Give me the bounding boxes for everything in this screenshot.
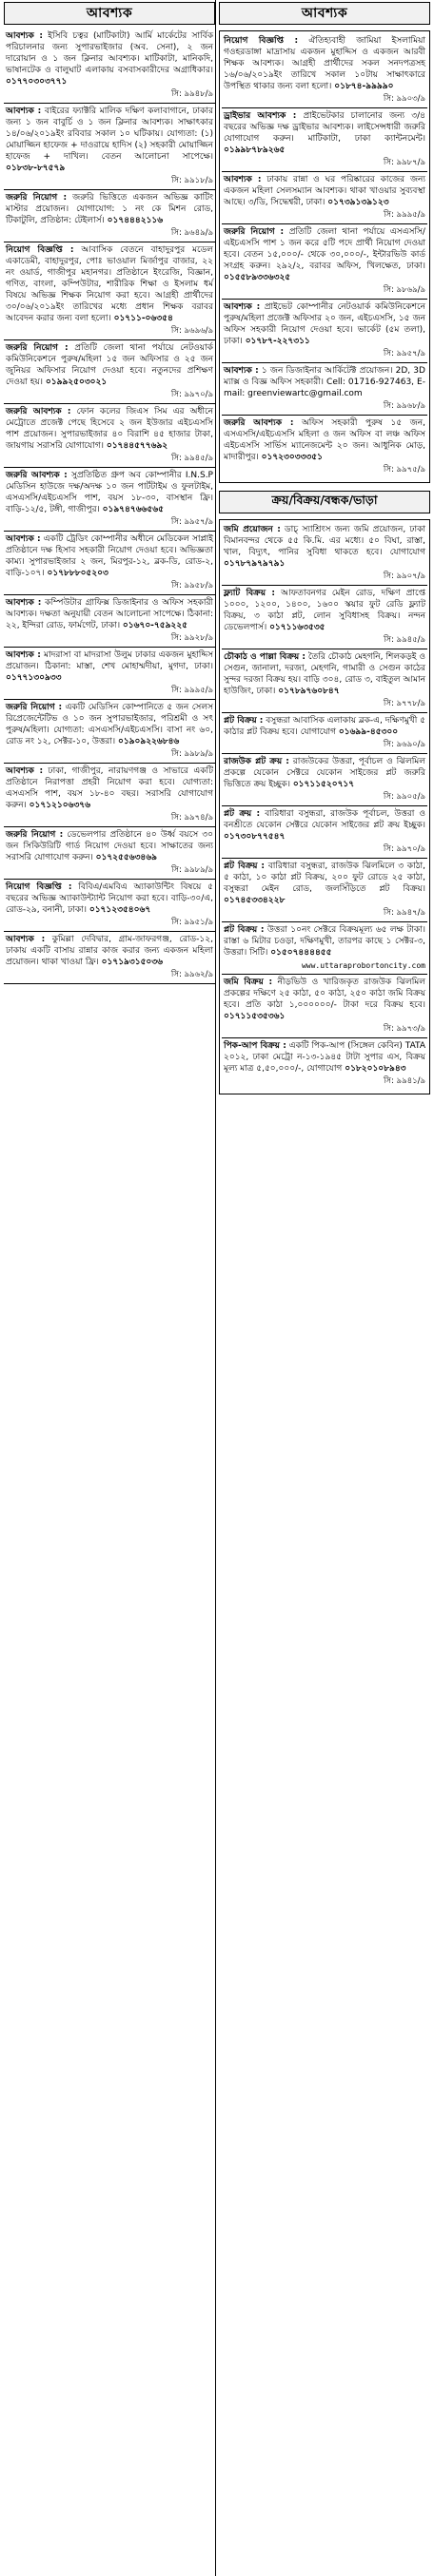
ad-reference: সি: ৯৯৭৩/৯ xyxy=(383,1024,425,1034)
classified-ad xyxy=(222,859,427,922)
ad-list-sub xyxy=(222,522,427,1090)
ad-phone: ০১৭১২১০৬৩৭৬ xyxy=(29,801,91,810)
ad-reference: সি: ৯৯৪৫/৯ xyxy=(170,454,213,463)
ad-reference: সি: ৯৯০৭/৯ xyxy=(383,571,425,581)
ad-title: জরুরি নিয়োগ : xyxy=(6,830,64,840)
ad-title: আবশ্যক : xyxy=(6,534,41,544)
ad-phone: ০১৫০৭৪৪৪৪৫৫ xyxy=(270,948,332,958)
ad-title: নিয়োগ বিজ্ঞপ্তি : xyxy=(224,36,299,46)
classified-ad xyxy=(4,104,215,190)
classified-ad xyxy=(222,713,427,754)
ad-text xyxy=(6,192,213,226)
ad-text xyxy=(224,110,425,156)
ad-text xyxy=(6,702,213,747)
ad-text xyxy=(6,30,213,87)
classified-ad xyxy=(222,172,427,224)
classified-ad xyxy=(222,649,427,713)
ad-phone: ০১৬৯৯-৪৫৩০০ xyxy=(338,727,399,737)
classified-ad xyxy=(222,922,427,975)
ad-title: প্লট ক্রয় : xyxy=(224,809,261,819)
ad-body: অফিস সহকারী পুরুষ ১৫ জন, এসএসসি/এইচএসসি মহিলা ও জন অফিস বা লঞ্চ অফিস এইচএসসি সার্ভিস ম্যানেজমেন্ট ২০ জন। আধুনিক মোড়, মাদারীপুর। xyxy=(224,418,425,462)
ad-body: বিবিএ/এমবিএ অ্যাকাউন্টিং বিষয়ে ৫ বছরের অভিজ্ঞ অ্যাকাউন্ট্যান্ট নিয়োগ করা হবে। বাড়ি-৩০/এ, রোড-২৯, বনানী, ঢাকা। xyxy=(6,882,213,915)
ad-text xyxy=(224,1040,425,1075)
ad-reference: সি: ৯৯৫৭/৯ xyxy=(383,349,425,358)
sub-section-title: ক্রয়/বিক্রয়/বন্ধক/ভাড়া xyxy=(271,493,378,507)
classified-ad xyxy=(222,33,427,108)
ad-phone: ০১৭১১৫২০৭১৭ xyxy=(292,780,355,789)
ad-reference: সি: ৯৬৯৬/৯ xyxy=(170,326,213,336)
ad-body: ঢাকা, গাজীপুর, নারায়ণগঞ্জ ও সাভারে একটি প্রতিষ্ঠানে নিরাপত্তা প্রহরী নিয়োগ করা হবে। যোগ্যতা: এসএসসি পাশ, বয়স ১৮-৪০ বছর। সরাসরি যোগাযোগ করুন। xyxy=(6,766,213,810)
ad-text xyxy=(224,756,425,790)
ad-box-right xyxy=(219,30,430,483)
ad-reference: সি: ৯৯৮৭/৯ xyxy=(383,158,425,167)
classified-ad xyxy=(4,880,215,932)
ad-text xyxy=(6,106,213,174)
ad-title: প্লট বিক্রয় : xyxy=(224,716,264,726)
ad-reference: সি: ৯৯৮৯/৯ xyxy=(170,749,213,759)
ad-text xyxy=(224,808,425,843)
ad-title: জরুরি নিয়োগ : xyxy=(224,227,285,237)
ad-title: প্লট বিক্রয় : xyxy=(224,925,265,935)
ad-title: আবশ্যক : xyxy=(224,366,259,376)
ad-body: বাইরের ফ্যাক্টরি মালিক দক্ষিণ কলাবাগানে, ঢাকার জন্য ১ জন বাবুর্চি ও ১ জন ক্লিনার আবশ্যক। সাক্ষাৎকার ১৪/০৬/২০১৯ইং রবিবার সকাল ১০ ঘটিকায়। যোগ্যতা: (১) মোয়াজ্জিন হাফেজ + দাওরায়ে হাদিস (২) সহকারী মোয়াজ্জিন হাফেজ + দাখিল। বেতন আলোচনা সাপেক্ষে। xyxy=(6,107,213,162)
ad-phone: ০১৮২০১০৮৯৪৩ xyxy=(345,1064,406,1074)
ad-text xyxy=(6,244,213,324)
classified-ad xyxy=(4,242,215,340)
ad-reference: সি: ৯৯৭৫/৯ xyxy=(383,465,425,475)
classified-ad xyxy=(222,300,427,363)
ad-body: তৈরি চৌকাঠ মেহগনি, শিলকড়ই ও সেগুন, জানালা, দরজা, মেহগনি, গামারী ও সেগুন কাঠের সুন্দর দরজা বিক্রয় হয়। বাড়ি ৩০৪, রোড ৩, বাইতুল আমান হাউজিং, ঢাকা। xyxy=(224,652,425,696)
ad-phone: ০১৯৯৮৭৮৯২৬৫ xyxy=(224,145,286,155)
ad-title: জমি বিক্রয় : xyxy=(224,978,273,987)
ad-reference: সি: ৯৯৬৮/৯ xyxy=(383,401,425,411)
ad-body: ঢাকায় রান্না ও ঘর পরিষ্কারের কাজের জন্য একজন মহিলা সেলসম্যান আবশ্যক। থাকা খাওয়ার সুব্যবস্থা আছে। ৩/ডি, সিদ্ধেশ্বরী, ঢাকা। xyxy=(224,175,425,207)
ad-text xyxy=(224,301,425,347)
ad-text xyxy=(6,829,213,863)
ad-title: জমি প্রয়োজন : xyxy=(224,525,281,534)
ad-body: ফোন কলের জিএস সিম এর অধীনে মেট্রোতে প্রজেক্ট পেছে হিসেবে ২ জন ইউজার এইচএসসি পাশ প্রয়োজন। সুপারভাইজার ৪০ বিরাশি ৪৫ হাজার টাকা, জায়গায় সরাসরি যোগাযোগ। xyxy=(6,407,213,451)
ad-title: রাজউক প্লট ক্রয় : xyxy=(224,757,289,766)
ad-reference: সি: ৯৯৮৯/৯ xyxy=(170,865,213,875)
ad-phone: ০১৭২৫৫৬৩৪৬৯ xyxy=(95,853,157,862)
ad-reference: সি: ৯৬৯০/৯ xyxy=(383,740,425,749)
ad-phone: ০১৭৮৯৭৬০৮৪৭ xyxy=(278,687,340,696)
classified-ad xyxy=(222,416,427,478)
ad-body: কুমিল্লা দেবিদ্বার, গ্রাম-জাফরগঞ্জ, রোড-১২, ঢাকায় একটি বাসায় রান্নার কাজ করার জন্য একজন মহিলা প্রয়োজন। থাকা খাওয়া ফ্রি। xyxy=(6,935,213,967)
ad-body: বারিধারা বসুন্ধরা, রাজউক ঝিলমিলে ৩ কাঠা, ৫ কাঠা, ১০ কাঠা প্লট বিক্রয়, ২০০ ফুট রোডে ২৫ কাঠা, বসুন্ধরা মেইন রোড, জলসিঁড়িতে প্লট বিক্রয়। xyxy=(224,862,425,894)
ad-title: ফ্ল্যাট বিক্রয় : xyxy=(224,589,275,598)
ad-body: ডাচ্‌ স্যাশ্রিংস জন্য জমি প্রয়োজন, ঢাকা বিমানবন্দর থেকে ৫৫ কি.মি. এর মধ্যে। ৫০ বিঘা, রাস্তা, খাল, বিদ্যুৎ, পানির সুবিধা থাকতে হবে। যোগাযোগ xyxy=(224,525,425,557)
ad-body: উত্তরা ১০নং সেক্টরে বিক্রয়মূল্য ৬৫ লক্ষ টাকা। রাস্তা ৬ মিটার চওড়া, দক্ষিণমুখী, তারপর কাছে ১ সেক্টর-৩, উত্তরা। সিটি। xyxy=(224,925,425,958)
classified-ad xyxy=(4,932,215,984)
ad-reference: সি: ৯৯০৫/৯ xyxy=(383,792,425,802)
classified-ad xyxy=(4,827,215,880)
ad-text xyxy=(6,533,213,579)
ad-body: প্রাইভেট কোম্পানীর নেটওয়ার্ক কমিউনিকেশনে পুরুষ/মহিলা প্রজেক্ট অফিসার ২০ জন, এইচএসসি, ১৫ জন অফিস সহকারী নিয়োগ দেওয়া হবে। ভার্কেট (৫ম তলা), ঢাকা। xyxy=(224,302,425,346)
classified-ad xyxy=(4,532,215,595)
classified-ad xyxy=(222,975,427,1038)
ad-body: প্রতিটি জেলা থানা পর্যায়ে নেটওয়ার্ক কমিউনিকেশনে পুরুষ/মহিলা ১৫ জন অফিসার ও ২৫ জন জুনিয়র অফিসার নিয়োগ দেওয়া হবে। নতুনদের প্রশিক্ষণ দেওয়া হয়। xyxy=(6,343,213,387)
ad-reference: www.uttaraprobortoncity.com xyxy=(301,961,425,970)
ad-title: জরুরি নিয়োগ : xyxy=(6,193,68,203)
ad-body: একটি পিক-আপ (সিঙ্গেল কেবিন) TATA ২০১২, ঢাকা মেট্রো ন-১৩-১৯৪৫ টাটা সুপার এস, বিক্রয় মূল্য মাত্র ৫,৫০,০০০/-, যোগাযোগ xyxy=(224,1041,425,1074)
left-column xyxy=(4,0,215,2576)
section-header-left xyxy=(4,2,215,25)
ad-phone: ০১৮৭৪-৯৯৯৯০ xyxy=(334,82,394,91)
ad-text xyxy=(224,365,425,399)
ad-text xyxy=(224,924,425,959)
ad-title: আবশ্যক : xyxy=(6,766,44,776)
ad-title: ড্রাইভার আবশ্যক : xyxy=(224,111,297,121)
ad-list-right xyxy=(222,33,427,478)
ad-phone: ০১৭১১-০৬৩৫৪ xyxy=(113,314,173,323)
ad-phone: ০১৭৪৪৪২১১৬ xyxy=(107,216,164,225)
ad-text xyxy=(6,406,213,452)
ad-phone: ০১৭৪৫৩৩৪২২৮ xyxy=(224,896,286,905)
ad-text xyxy=(224,35,425,92)
classified-ad xyxy=(222,1038,427,1090)
ad-reference: সি: ৯৯৫৮/৯ xyxy=(170,581,213,591)
ad-title: আবশ্যক : xyxy=(224,302,261,312)
classified-ad xyxy=(222,586,427,649)
ad-body: আবাসিক বেতনে বাহাদুরপুর মডেল একাডেমী, বাহাদুরপুর, পোঃ ভাওয়াল মির্জাপুর বাজার, ২২ নং ওয়ার্ড, গাজীপুর মহানগর। প্রতিষ্ঠানে ইংরেজি, বিজ্ঞান, গণিত, বাংলা, কম্পিউটার, শারীরিক শিক্ষা ও ইসলাম ধর্ম বিষয়ে অভিজ্ঞ শিক্ষক নিয়োগ করা হবে। আগ্রহী প্রার্থীদের ৩০/০৬/২০১৯ইং তারিখের মধ্যে প্রধান শিক্ষক বরাবর আবেদন করার জন্য বলা হলো। xyxy=(6,245,213,323)
ad-body: ইসিবি চত্বর (মাটিকাটা) আর্মি মার্কেটের সার্বিক পরিচালনার জন্য সুপারভাইজার (অব. সেনা), ২ জন দারোয়ান ও ১ জন ক্লিনার আবশ্যক। মাটিকাটা, মানিকদি, ভাষানটেক ও বালুঘাট এলাকায় বসবাসকারীদের অগ্রাধিকার। xyxy=(6,31,213,75)
ad-phone: ০১৯০৯২২৬৮৪৬ xyxy=(117,737,180,746)
ad-text xyxy=(224,417,425,463)
classified-ad xyxy=(222,754,427,806)
ad-title: জরুরি আবশ্যক : xyxy=(224,418,294,428)
ad-phone: ০১৭৭১৩০৯৩৩ xyxy=(6,673,62,683)
ad-title: জরুরি নিয়োগ : xyxy=(6,703,63,712)
ad-reference: সি: ৯৯৭৪/৯ xyxy=(170,813,213,823)
ad-text xyxy=(224,977,425,1022)
classified-ad xyxy=(222,224,427,300)
right-column xyxy=(219,0,430,2576)
classified-ad xyxy=(222,522,427,586)
classified-ad xyxy=(4,595,215,648)
ad-body: একটি ট্রেডিং কোম্পানীর অধীনে মেডিকেল সাপ্লাই প্রতিষ্ঠানে দক্ষ হিসাব সহকারী নিয়োগ দেওয়া হবে। অভিজ্ঞতা কাম্য। সুপারভাইজার ২ জন, মিরপুর-১২, ব্লক-ডি, রোড-২, বাড়ি-১০৭। xyxy=(6,534,213,578)
ad-body: আফতাবনগর মেইন রোড, দক্ষিণ প্রাপ্তে ১০০০, ১২০০, ১৪০০, ১৬০০ স্কয়ার ফুট রেডি ফ্ল্যাট বিক্রয়, ৩ কাঠা প্লট, লোন সুবিধাসহ বিক্রয়। নন্দন ডেভেলপার্স। xyxy=(224,589,425,632)
ad-text xyxy=(224,588,425,633)
ad-reference: সি: ৯৯৯৫/৯ xyxy=(383,210,425,220)
ad-title: আবশ্যক : xyxy=(6,650,41,660)
ad-phone: ০১৭২৩০৩৩৩৫১ xyxy=(261,453,323,462)
ad-phone: ০১৭৩০৮৭৭৫৪৭ xyxy=(224,832,286,842)
ad-body: প্রাইভেটকার চালানোর জন্য ৩/৪ বছরের অভিজ্ঞ দক্ষ ড্রাইভার আবশ্যক। লাইসেন্সধারী জরুরি যোগাযোগ করুন। মাটিকাটা, ঢাকা ক্যান্টনমেন্ট। xyxy=(224,111,425,144)
classified-ad xyxy=(222,108,427,172)
ad-phone: ০১৭১২৩৫৪০৬৭ xyxy=(89,905,151,915)
classified-ad xyxy=(222,363,427,416)
ad-title: আবশ্যক : xyxy=(6,107,42,116)
ad-reference: সি: ৯৯০৩/৯ xyxy=(383,94,425,104)
ad-reference: সি: ৯৯৭০/৯ xyxy=(170,390,213,399)
ad-box-sub xyxy=(219,519,430,1094)
ad-title: আবশ্যক : xyxy=(6,935,46,944)
ad-text xyxy=(6,881,213,916)
ad-body: ১ জন ডিজাইনার আর্কিটেক্ট প্রয়োজন। 2D, 3D ম্যাক্স ও বিজ্ঞ অফিস সহকারী। Cell: 01716-927463, E-mail: greenviewartc@gmail.com xyxy=(224,366,425,398)
ad-body: কম্পিউটার গ্রাফিক্স ডিজাইনার ও অফিস সহকারী আবশ্যক। দক্ষতা অনুযায়ী বেতন আলোচনা সাপেক্ষে। ঠিকানা: ২২, ইন্দিরা রোড, ফার্মগেট, ঢাকা। xyxy=(6,598,213,630)
ad-title: আবশ্যক : xyxy=(224,175,262,184)
ad-reference: সি: ৯৯৪৫/৯ xyxy=(383,635,425,645)
ad-reference: সি: ৯৯৫৭/৯ xyxy=(170,517,213,527)
ad-title: জরুরি আবশ্যক : xyxy=(6,407,71,416)
section-title: আবশ্যক xyxy=(301,6,348,21)
ad-reference: সি: ৯৯৬২/৯ xyxy=(170,970,213,979)
ad-reference: সি: ৯৯৫১/৯ xyxy=(170,918,213,927)
ad-text xyxy=(224,715,425,738)
ad-phone: ০১৭৭০৩০৩৭৭১ xyxy=(6,77,68,87)
ad-phone: ০১৮৩৮-৮৭৫৭৯ xyxy=(6,164,66,173)
ad-text xyxy=(6,470,213,515)
ad-body: একটি মেডিসিন কোম্পানিতে ৫ জন সেলস রিপ্রেজেন্টেটিভ ও ১০ জন সুপারভাইজার, পরিশ্রমী ও সৎ পুরুষ/মহিলা। যোগ্যতা: এসএসসি/এইচএসসি। বাসা নং ৬০, রোড নং ১২, সেক্টর-১০, উত্তরা। xyxy=(6,703,213,746)
ad-reference: সি: ৯৭৭৮/৯ xyxy=(383,699,425,708)
ad-reference: সি: ৯৯৪৭/৯ xyxy=(383,908,425,918)
classified-ad xyxy=(4,190,215,242)
ad-reference: সি: ৯৯৯৫/৯ xyxy=(170,686,213,695)
ad-title: নিয়োগ বিজ্ঞপ্তি : xyxy=(6,245,74,255)
ad-reference: সি: ৯৯৪১/৯ xyxy=(383,1076,425,1086)
ad-phone: ০১৯৭৪৭৬৬৫৬৫ xyxy=(102,505,164,514)
ad-title: পিক-আপ বিক্রয় : xyxy=(224,1041,286,1051)
ad-text xyxy=(224,651,425,697)
sub-section-header xyxy=(219,491,430,513)
column-divider xyxy=(215,0,216,2576)
ad-title: চৌকাঠ ও পাল্লা বিক্রয় : xyxy=(224,652,306,662)
ad-body: জরুরি ভিত্তিতে একজন অভিজ্ঞ কাটিং মাস্টার প্রয়োজন। যোগাযোগ: ১ নং কে মিশন রোড, টিকাটুলি, প্রতিষ্ঠান: টেইলার্স। xyxy=(6,193,213,225)
ad-body: সুপ্রতিষ্ঠিত গ্রুপ অব কোম্পানীর I.N.S.P মেডিসিন হাউজে দক্ষ/অদক্ষ ১০ জন পার্টটাইম ও ফুলটাইম, এসএসসি/এইচএসসি পাশ, বয়স ১৮-৩০, বাসস্থান ফ্রি। বাড়ি-১২/৫, টঙ্গী, গাজীপুর। xyxy=(6,471,213,514)
ad-title: প্লট বিক্রয় : xyxy=(224,862,265,871)
ad-reference: সি: ৯৯৪৮/৯ xyxy=(170,89,213,99)
ad-phone: ০১৭৮৮৮০৫২০৩ xyxy=(47,569,108,578)
ad-phone: ০১৭১৯৩১৫০৩৬ xyxy=(101,958,163,967)
ad-body: ডেভেলপার প্রতিষ্ঠানে ৪০ উর্ধ্ব বয়সে ৩০ জন সিকিউরিটি গার্ড নিয়োগ দেওয়া হবে। সাক্ষাতের জন্য সরাসরি যোগাযোগ করুন। xyxy=(6,830,213,862)
ad-reference: সি: ৯৯৭০/৯ xyxy=(383,844,425,854)
ad-text xyxy=(6,934,213,968)
classified-ad xyxy=(4,404,215,468)
ad-title: জরুরি আবশ্যক : xyxy=(6,471,68,480)
ad-body: নীড়ভিউ ও খারিজকৃত রাজউক ঝিলমিল প্রকল্পের দক্ষিণে ২৫ কাঠা, ৫০ কাঠা, ২৫০ কাঠা জমি বিক্রয় হবে। প্রতি কাঠা ১,০০০০০০/- টাকা দরে বিক্রয় হবে। xyxy=(224,978,425,1010)
ad-phone: ০১৫৫৮৯৩৩৬৩২৫ xyxy=(224,273,291,282)
ad-text xyxy=(224,174,425,208)
ad-phone: ০১৯৯২৫০৩০২১ xyxy=(45,378,108,387)
ad-body: বারিধারা বসুন্ধরা, রাজউক পূর্বাচল, উত্তরা ও বনশ্রীতে যেকোন সেক্টরে যেকোন সাইজের প্লট ক্রয় ইচ্ছুক। xyxy=(224,809,425,830)
ad-body: রাজউকের উত্তরা, পূর্বাচল ও ঝিলমিল প্রকল্পে যেকোন সেক্টরে যেকোন সাইজের প্লট জরুরি ভিত্তিতে ক্রয় ইচ্ছুক। xyxy=(224,757,425,789)
ad-reference: সি: ৯৯১৮/৯ xyxy=(170,176,213,185)
ad-phone: ০১৭৮৭-২২৭৩১১ xyxy=(245,337,310,346)
ad-reference: সি: ৯৮৬৯/৯ xyxy=(383,285,425,295)
ad-phone: ০১৭৮৭৯৭৯৭৯১ xyxy=(224,559,286,569)
ad-title: আবশ্যক : xyxy=(6,31,43,41)
ad-phone: ০১৭৪৪৫৭৭৬৯২ xyxy=(106,441,168,451)
ad-list-left xyxy=(4,29,215,984)
section-title: আবশ্যক xyxy=(86,6,133,21)
classified-ad xyxy=(4,468,215,532)
ad-text xyxy=(224,226,425,283)
classified-ad xyxy=(4,700,215,764)
ad-reference: সি: ৯৯২৮/৯ xyxy=(170,633,213,643)
ad-title: আবশ্যক : xyxy=(6,598,42,608)
ad-text xyxy=(224,861,425,906)
ad-phone: ০১৭১১৬৩৫৩৫ xyxy=(269,623,326,632)
ad-title: নিয়োগ বিজ্ঞপ্তি : xyxy=(6,882,72,892)
classified-ad xyxy=(222,806,427,859)
section-header-right xyxy=(219,2,430,25)
classified-ad xyxy=(4,764,215,827)
ad-body: মাদরাসা বা মাদরাসা উলুম ঢাকার একজন মুহাদ্দিস প্রয়োজন। ঠিকানা: মাস্তা, শেখ মোহাম্মদীয়া, মুগদা, ঢাকা। xyxy=(6,650,213,671)
ad-text xyxy=(6,342,213,388)
ad-phone: ০১৭১১৫৩৫৩৬১ xyxy=(224,1012,286,1021)
ad-phone: ০১৬৭০-৭৫৯২২৫ xyxy=(122,621,187,630)
classified-ad xyxy=(4,648,215,700)
ad-body: প্রতিটি জেলা থানা পর্যায়ে এসএসসি/এইচএসসি পাশ ১ জন করে ৫টি পদে প্রার্থী নিয়োগ দেওয়া হবে। বেতন ১৫,০০০/- থেকে ৩০,০০০/-, ইন্টারভিউ কার্ড সংগ্রহ করুন। ২৯২/২, বরাবর অফিস, খিলক্ষেত, ঢাকা। xyxy=(224,227,425,271)
ad-body: বসুন্ধরা আবাসিক এলাকায় ব্লক-এ, দক্ষিণমুখী ৫ কাঠার প্লট বিক্রয় হবে। যোগাযোগ xyxy=(224,716,425,737)
ad-reference: সি: ৯৬৪৯/৯ xyxy=(170,228,213,238)
ad-body: ঐতিহ্যবাহী জামিয়া ইসলামিয়া গওহরডাঙ্গা মাদ্রাসায় একজন মুহাদ্দিস ও একজন আরবী শিক্ষক আবশ্যক। আগ্রহী প্রার্থীদের সকল সনদপত্রসহ ১৬/০৬/২০১৯ইং তারিখে সকাল ১০টায় সাক্ষাৎকারে উপস্থিত থাকার জন্য বলা হলো। xyxy=(224,36,425,91)
ad-phone: ০১৭৩৯১৩৯১২৩ xyxy=(327,198,389,207)
classified-ad xyxy=(4,29,215,104)
ad-text xyxy=(224,524,425,570)
ad-text xyxy=(6,649,213,684)
ad-text xyxy=(6,765,213,811)
ad-text xyxy=(6,597,213,631)
classified-ad xyxy=(4,340,215,404)
ad-title: জরুরি নিয়োগ : xyxy=(6,343,69,353)
